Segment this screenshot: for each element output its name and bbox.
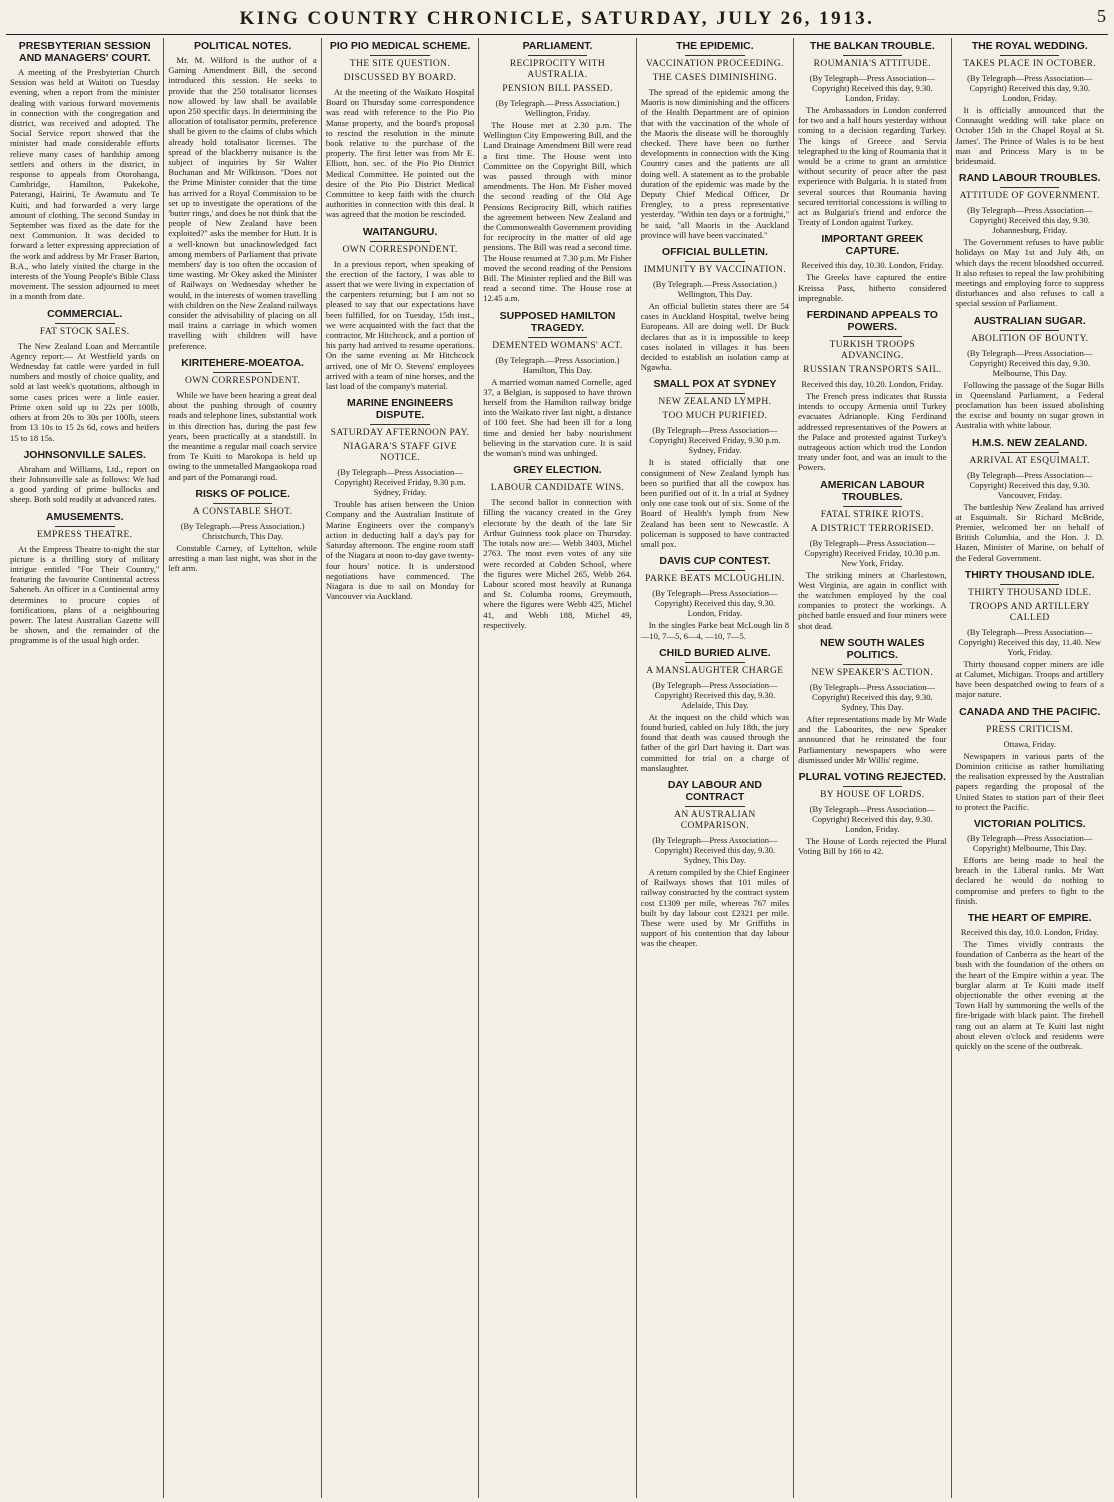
article-dateline: (By Telegraph—Press Association—Copyright) Received this day, 9.30. London, Friday. <box>652 588 778 619</box>
article <box>168 488 316 574</box>
article-subheadline: ABOLITION OF BOUNTY. <box>971 333 1089 344</box>
headline-rule <box>55 526 115 527</box>
article-headline: OFFICIAL BULLETIN. <box>661 246 768 259</box>
headline-rule <box>843 55 902 56</box>
article-headline: JOHNSONVILLE SALES. <box>23 448 146 461</box>
article <box>798 771 946 856</box>
article-headline: PARLIAMENT. <box>522 40 593 52</box>
article-body: It is officially announced that the Connaught wedding will take place on October 15th in the Chapel Royal at St. James'. The Prince of Wales is to be best man and Princess Mary is to be bridesmaid. <box>955 105 1104 167</box>
article-headline: AMUSEMENTS. <box>45 510 124 523</box>
article-headline: VICTORIAN POLITICS. <box>973 817 1086 830</box>
article <box>326 397 474 601</box>
article-body: Constable Carney, of Lyttelton, while arresting a man last night, was shot in the left arm. <box>168 542 317 574</box>
article-dateline: Received this day, 10.0. London, Friday. <box>960 926 1099 937</box>
article-subheadline: ARRIVAL AT ESQUIMALT. <box>969 455 1090 466</box>
article <box>956 40 1104 166</box>
article-dateline: (By Telegraph—Press Association—Copyright) Received this day, 9.30. Adelaide, This Day. <box>652 679 778 710</box>
article <box>798 637 946 765</box>
article-dateline: Received this day, 10.30. London, Friday. <box>801 260 944 271</box>
article-dateline: (By Telegraph—Press Association—Copyright) Received this day, 9.30. London, Friday. <box>809 803 935 834</box>
article-headline: CHILD BURIED ALIVE. <box>659 646 771 659</box>
article-headline: GREY ELECTION. <box>513 464 602 477</box>
article-headline: DAY LABOUR AND CONTRACT <box>667 778 762 803</box>
article-headline: PIO PIO MEDICAL SCHEME. <box>329 40 471 52</box>
article-headline: SMALL POX AT SYDNEY <box>653 378 777 391</box>
article-body: The Ambassadors in London conferred for two and a half hours yesterday without coming to a decision regarding Turkey. The kings of Greece and Servia telegraphed to the king of Roumania that it would be a crime to grant an armistice without security of peace after the past experience with Bulgaria. It is stated from several sources that Roumania having secured territorial concessions is willing to act as Bulgaria's friend and enforce the Treaty of London against Turkey. <box>798 105 947 228</box>
headline-rule <box>370 241 429 242</box>
article-headline: THE ROYAL WEDDING. <box>971 40 1088 52</box>
article-dateline: (By Telegraph—Press Association—Copyright) Received this day, 9.30. Sydney, This Day. <box>652 834 778 865</box>
article <box>326 226 474 392</box>
article-body: The second ballot in connection with filling the vacancy created in the Grey electorate by the death of the late Sir Arthur Guinness took place on Thursday. The totals now are:— Webb 3403, Michel 2763. The most even votes of any site were recorded at Cobden School, where the figures were Michel 265, Webb 264. Labour scored most heavily at Runanga and St. Columba rooms, Greymouth, where the figures were Webb 425, Michel 41, and Webb 188, Michel 49, respectively. <box>483 497 632 630</box>
article-headline: THE HEART OF EMPIRE. <box>967 911 1092 924</box>
article-headline: RAND LABOUR TROUBLES. <box>958 172 1101 185</box>
article-headline: THIRTY THOUSAND IDLE. <box>964 568 1095 581</box>
article-headline: THE BALKAN TROUBLE. <box>809 40 935 52</box>
article-body: The Greeks have captured the entire Kreissa Pass, hitherto considered impregnable. <box>798 272 947 303</box>
article-subheadline: SATURDAY AFTERNOON PAY. <box>330 428 470 439</box>
article-dateline: (By Telegraph—Press Association—Copyright) Received this day, 9.30. London, Friday. <box>809 73 935 103</box>
headline-rule <box>843 664 902 665</box>
article-dateline: (By Telegraph.—Press Association.) Hamilton, This Day. <box>495 354 620 375</box>
article-body: Trouble has arisen between the Union Company and the Australian Institute of Marine Engineers over the company's action in deducting half a day's pay for Saturday afternoon. The engine room staff of the Niagara at noon to-day gave twenty-four hours' notice. It is understood negotiations have commenced. The Niagara is due to sail on Monday for Vancouver via Auckland. <box>325 499 475 602</box>
headline-rule <box>1000 721 1059 722</box>
article-headline: MARINE ENGINEERS DISPUTE. <box>346 397 454 422</box>
article-dateline: (By Telegraph—Press Association—Copyright) Received this day, 9.30. Melbourne, This Day. <box>967 347 1093 378</box>
article-subheadline: A CONSTABLE SHOT. <box>192 506 293 517</box>
article-body: In the singles Parke beat McLough lin 8—10, 7—5, 6—4, —10, 7—5. <box>640 620 790 641</box>
column-7 <box>951 38 1108 1498</box>
column-6 <box>793 38 950 1498</box>
article-body: The House of Lords rejected the Plural Voting Bill by 166 to 42. <box>798 835 947 857</box>
article-dateline: (By Telegraph—Press Association—Copyright) Received this day, 9.30. Vancouver, Friday. <box>967 469 1093 500</box>
article-headline: CANADA AND THE PACIFIC. <box>959 705 1101 718</box>
headline-rule <box>685 55 744 56</box>
article-body: Abraham and Williams, Ltd., report on their Johnsonville sale as follows: We had a good yarding of prime bullocks and sheep. Both sold readily at advanced rates. <box>10 463 160 505</box>
article-subheadline: PRESS CRITICISM. <box>986 724 1074 735</box>
headline-rule <box>1000 55 1059 56</box>
headline-rule <box>528 337 587 338</box>
article-dateline: (By Telegraph.—Press Association.) Christchurch, This Day. <box>180 520 305 541</box>
article-subheadline: PARKE BEATS MCLOUGHLIN. <box>645 574 785 585</box>
article <box>798 309 946 473</box>
article <box>956 315 1104 431</box>
article-dateline: (By Telegraph.—Press Association.) Wellington, This Day. <box>652 279 777 300</box>
article-dateline: Ottawa, Friday. <box>1003 738 1057 749</box>
article-body: The Times vividly contrasts the foundation of Canberra as the heart of the bush with the foundation of the others on the heart of the Empire within a year. The burglar alarm at Te Kuiti made itself objectionable the other evening at the Town Hall by summoning the wells of the fire-brigade with black paint. The firebell rang out an alarm at Te Kuiti last night about eleven o'clock and residents were quickly on the scene of the outbreak. <box>955 938 1104 1051</box>
article-dateline: Received this day, 10.20. London, Friday. <box>801 379 944 390</box>
article-headline: IMPORTANT GREEK CAPTURE. <box>821 233 924 258</box>
article <box>956 706 1104 812</box>
article-subheadline: TURKISH TROOPS ADVANCING. <box>829 340 916 362</box>
article-subheadline: OWN CORRESPONDENT. <box>342 244 458 255</box>
headline-rule <box>685 662 744 663</box>
article-body: The House met at 2.30 p.m. The Wellington City Empowering Bill, and the Land Drainage Amendment Bill were read a first time. The House went into Committee on the Copyright Bill, which was passed through with minor amendments. The Hon. Mr Fisher moved the second reading of the Old Age Pensions Reciprocity Bill, which ratifies the agreement between New Zealand and the Commonwealth Government providing for reciprocity in the matter of old age pensions. The Bill was read a second time. The House resumed at 7.30 p.m. Mr Fisher moved the second reading of the Pensions Bill. The Minister replied and the Bill was read a second time. The House rose at 12.45 a.m. <box>483 120 632 304</box>
article <box>483 464 631 630</box>
article-dateline: (By Telegraph—Press Association—Copyright) Received this day, 9.30. London, Friday. <box>967 73 1093 103</box>
column-container <box>6 38 1108 1498</box>
headline-rule <box>685 806 744 807</box>
article <box>10 511 159 646</box>
article <box>956 172 1104 308</box>
article <box>798 40 946 227</box>
headline-rule <box>213 503 272 504</box>
article-subheadline-secondary: TOO MUCH PURIFIED. <box>662 411 768 422</box>
headline-rule <box>213 372 272 373</box>
article-body: After representations made by Mr Wade and the Labourites, the new Speaker announced that he reinstated the four Parliamentary newspapers who were dismissed under Mr Willis' regime. <box>798 713 947 765</box>
article-body: The French press indicates that Russia intends to occupy Armenia until Turkey evacuates Adrianople. King Ferdinand addressed representatives of the Powers at the Palace and protested against Turkey's outrageous action which trod the London treaty under foot, and was an insult to the Powers. <box>798 391 947 473</box>
column-2 <box>163 38 320 1498</box>
article <box>641 647 789 773</box>
column-1 <box>6 38 163 1498</box>
article-subheadline-secondary: DISCUSSED BY BOARD. <box>343 73 457 83</box>
article-headline: KIRITEHERE-MOEATOA. <box>181 356 304 369</box>
article-body: A return compiled by the Chief Engineer of Railways shows that 101 miles of railway constructed by the contract system cost £1309 per mile, whereas 767 miles built by day labour cost £2321 per mile. These were used by Mr Griffiths in support of his contention that day labour was the cheaper. <box>640 866 790 949</box>
article-subheadline: TAKES PLACE IN OCTOBER. <box>963 59 1097 69</box>
article <box>168 40 316 351</box>
article-dateline: (By Telegraph.—Press Association.) Wellington, Friday. <box>495 98 620 118</box>
article-headline: WAITANGURU. <box>362 225 438 238</box>
article <box>641 779 789 949</box>
article-headline: THE EPIDEMIC. <box>676 40 754 52</box>
article-subheadline-secondary: THE CASES DIMINISHING. <box>652 73 778 83</box>
article-subheadline: FAT STOCK SALES. <box>39 326 130 337</box>
article-body: Newspapers in various parts of the Dominion criticise as rather humiliating the realisation expressed by the Australian papers regarding the proposal of the United States to station part of their fleet to protect the Pacific. <box>955 750 1104 812</box>
headline-rule <box>528 55 587 56</box>
page-number: 5 <box>1097 6 1106 26</box>
article-headline: AMERICAN LABOUR TROUBLES. <box>820 478 925 503</box>
article-subheadline-secondary: NIAGARA'S STAFF GIVE NOTICE. <box>343 442 458 464</box>
headline-rule <box>843 506 902 507</box>
headline-rule <box>528 479 587 480</box>
article-body: A meeting of the Presbyterian Church Session was held at Waitoti on Tuesday evening, when a report from the minister dealing with various forward movements in connection with the congregation and district, was received and adopted. The Social Service report showed that the minister had made considerable efforts relieve many cases of hardship among settlers and others in the district, in response to appeals from Otorohanga, Cambridge, Hamilton, Pukekohe, Paterangi, Hairini, Te Awamutu and Te Kuiti, and had forwarded a very large amount of clothing. The second Sunday in September was fixed as the date for the next Communion. It was decided to forward a letter expressing appreciation of the work and address by Mr Fraser Barton, B.A., who lately visited the charge in the interests of the Young People's Bible Class movement. The session adjourned to meet in a month from date. <box>10 67 160 302</box>
article-subheadline: RECIPROCITY WITH AUSTRALIA. <box>509 59 606 80</box>
article-body: The Government refuses to have public holidays on May 1st and July 4th, on which days the recent bloodshed occurred. It also refuses to repeal the law prohibiting meetings and employing force to suppress disturbances and also refuses to call a special session of Parliament. <box>955 237 1104 309</box>
column-4 <box>478 38 635 1498</box>
article-headline: H.M.S. NEW ZEALAND. <box>971 436 1088 449</box>
article-dateline: (By Telegraph—Press Association—Copyright) Received this day, 9.30. Sydney, This Day. <box>809 681 935 712</box>
article-headline: RISKS OF POLICE. <box>195 487 290 500</box>
newspaper-title: KING COUNTRY CHRONICLE, SATURDAY, JULY 26, 1913. <box>239 8 875 29</box>
article-subheadline: EMPRESS THEATRE. <box>36 529 133 540</box>
article-body: At the inquest on the child which was found buried, cabled on July 18th, the jury found that death was caused through the father of the girl Dart having it. Dart was committed for trial on a charge of manslaughter. <box>640 711 790 773</box>
article-subheadline: DEMENTED WOMANS' ACT. <box>492 340 623 351</box>
article-dateline: (By Telegraph—Press Association—Copyright) Received Friday, 9.30 p.m. Sydney, Friday. <box>649 425 781 456</box>
article-headline: SUPPOSED HAMILTON TRAGEDY. <box>499 309 616 334</box>
headline-rule <box>685 570 744 571</box>
article-headline: AUSTRALIAN SUGAR. <box>973 314 1086 327</box>
column-3 <box>321 38 478 1498</box>
article <box>483 310 631 459</box>
column-5 <box>636 38 793 1498</box>
article-subheadline: THIRTY THOUSAND IDLE. <box>968 587 1092 598</box>
article-headline: PLURAL VOTING REJECTED. <box>798 770 947 783</box>
article-body: A married woman named Cornelle, aged 37, a Belgian, is supposed to have thrown herself from the Hamilton railway bridge into the Waikato river last night, a distance of 100 feet. She had been ill for a long time and denied her baby nourishment believing in the starvation cure. It is said the woman's mind was unhinged. <box>483 376 632 459</box>
article-body: At the Empress Theatre to-night the star picture is a thrilling story of military intrigue entitled "For Their Country," featuring the favourite Continental actress Saheneh. An officer in a Continental army determines to procure copies of fortifications, plans of a neighbouring power. The latest Australian Gazette will be shown, and the remainder of the programme is of the usual high order. <box>10 543 160 646</box>
article-subheadline: ATTITUDE OF GOVERNMENT. <box>959 191 1100 202</box>
article-subheadline: FATAL STRIKE RIOTS. <box>820 509 924 520</box>
article-headline: COMMERCIAL. <box>47 307 123 320</box>
headline-rule <box>1000 187 1059 188</box>
article-headline: POLITICAL NOTES. <box>194 40 292 52</box>
masthead <box>6 4 1108 35</box>
article-body: In a previous report, when speaking of the erection of the factory, I was able to assert that we were living in expectation of the carpenters returning; but I am not so pleased to say that our expectations have been fulfilled, for on Tuesday, 15th inst., we were acquainted with the fact that the contractor, Mr Hitchcock, and a portion of his party had arrived to resume operations. On the same evening as Mr Hitchcock arrived, one of Mr O. Stevens' employees arrived with a team of nine horses, and the last load of the company's material. <box>325 258 475 392</box>
article-subheadline: BY HOUSE OF LORDS. <box>820 789 925 800</box>
article-subheadline: NEW SPEAKER'S ACTION. <box>811 667 934 678</box>
article <box>10 40 159 302</box>
article <box>956 818 1104 906</box>
article-subheadline: IMMUNITY BY VACCINATION. <box>643 265 787 276</box>
article <box>641 378 789 549</box>
article-body: Thirty thousand copper miners are idle at Calumet, Michigan. Troops and artillery have been despatched owing to fears of a major nature. <box>955 658 1104 700</box>
article-dateline: (By Telegraph—Press Association—Copyright) Melbourne, This Day. <box>967 832 1093 853</box>
headline-rule <box>843 786 902 787</box>
article-dateline: (By Telegraph—Press Association—Copyright) Received this day, 9.30. Johannesburg, Friday. <box>967 205 1093 236</box>
article-body: While we have been hearing a great deal about the pushing through of country roads and telephone lines, substantial work in this direction has, during the past few years, been practically at a standstill. In the meantime a regular mail coach service from Te Kuiti to Marokopa is held up owing to the unmetalled Mangaokopa road and part of the Pomarangi road. <box>168 389 317 482</box>
headline-rule <box>843 336 902 337</box>
headline-rule <box>685 261 744 262</box>
article-body: It is stated officially that one consignment of New Zealand lymph has been so purified that all the cowpox has been purified out of it. In a trial at Sydney only one case took out of six. Some of the Board of Health's lymph from New Zealand has been sent to Newcastle. A policeman is supposed to have contracted small pox. <box>640 457 790 550</box>
article <box>326 40 474 220</box>
article-body: The battleship New Zealand has arrived at Esquimalt. Sir Richard McBride, Premier, welcomed her on behalf of British Columbia, and the Hon. J. D. Hazen, Minister of Marine, on behalf of the Federal Government. <box>955 501 1104 563</box>
article-headline: NEW SOUTH WALES POLITICS. <box>820 636 925 661</box>
article <box>168 357 316 482</box>
article-body: The spread of the epidemic among the Maoris is now diminishing and the officers of the Health Department are of opinion that with the vaccination of the whole of the Maoris the disease will be thoroughly checked. There have been no further developments in connection with the King Country cases and the patients are all doing well. A statement as to the probable duration of the epidemic was made by the Deputy Chief Medical Officer, Dr Frengley, to a press representative yesterday. "Within ten days or a fortnight," he said, "all Maoris in the Auckland province will have been vaccinated." <box>640 87 790 240</box>
article-body: Efforts are being made to heal the breach in the Liberal ranks. Mr Watt declared he would do nothing to compromise and prefers to fight to the finish. <box>955 854 1104 906</box>
article-subheadline-secondary: A DISTRICT TERRORISED. <box>810 523 934 534</box>
headline-rule <box>1000 330 1059 331</box>
article-body: Mr. M. Wilford is the author of a Gaming Amendment Bill, the second introduced this session. He seeks to provide that the 250 totalisator licenses now allowed by law shall be available upon 250 specific days. In determining the allocation of totalisator permits, preference shall be given to the claims of clubs which already hold totalisator licenses. The spread of the blackberry nuisance is the subject of inquiries by Sir Walter Buchanan and Mr Wilkinson. "Does not the Prime Minister consider that the time has arrived for a Royal Commission to be set up to investigate the operations of the 'butter rings,' and does he not think that the people of New Zealand have been exploited?" asks the member for Hutt. It is a well-known but unacknowledged fact among members of Parliament that private members' day is too often the occasion of time wasting. Mr Okey asked the Minister of Railways on Wednesday whether he would, in the interests of women travelling with children on the New Zealand railways consider the advisability of placing on all mail trains a carriage in which women travelling with children will have preference. <box>168 55 317 351</box>
article-subheadline: ROUMANIA'S ATTITUDE. <box>813 59 932 69</box>
article <box>956 569 1104 700</box>
article-body: The striking miners at Charlestown, West Virginia, are again in conflict with the watchmen employed by the coal companies to protect the workings. A pitched battle ensued and four miners were shot dead. <box>798 569 947 631</box>
article <box>956 437 1104 563</box>
article-subheadline: VACCINATION PROCEEDING. <box>645 59 784 69</box>
headline-rule <box>1000 452 1059 453</box>
article-headline: DAVIS CUP CONTEST. <box>659 555 771 568</box>
article-headline: FERDINAND APPEALS TO POWERS. <box>806 309 938 334</box>
article-body: At the meeting of the Waikato Hospital Board on Thursday some correspondence was read with reference to the Pio Pio Manse property, and the board's proposal to rescind the resolution in the minute book relative to the purchase of the property. The first letter was from Mr E. Elliott, hon. sec. of the Pio Pio District Medical Committee. He pointed out the desire of the Pio Pio District Medical Committee to keep faith with the church authorities in connection with this deal. It was agreed that the motion be rescinded. <box>325 87 475 220</box>
article-body: The New Zealand Loan and Mercantile Agency report:— At Westfield yards on Wednesday fat cattle were yarded in full numbers and mostly of choice quality, and sold at last week's quotations, although in some cases prices were a little easier. Prime oxen sold up to 22s per 100lb, others at from 20s to 30s per 100lb, steers from 13 10s to 15 2s 6d, cows and heifers 15 to 18 15s. <box>10 340 160 443</box>
article-subheadline-secondary: RUSSIAN TRANSPORTS SAIL. <box>803 365 942 376</box>
headline-rule <box>1000 584 1059 585</box>
article <box>798 479 946 631</box>
article-subheadline-secondary: TROOPS AND ARTILLERY CALLED <box>969 601 1090 623</box>
article-body: An official bulletin states there are 54 cases in Auckland Hospital, twelve being Europeans. All are doing well. Dr Buck declares that as it is impossible to keep cases isolated in villages it has been decided to establish an isolation camp at Ngawha. <box>640 301 790 373</box>
article-subheadline: A MANSLAUGHTER CHARGE <box>646 665 784 676</box>
article-body: Following the passage of the Sugar Bills in Queensland Parliament, a Federal proclamation has been issued abolishing the excise and bounty on sugar grown in Australia with white labour. <box>955 379 1104 431</box>
headline-rule <box>685 393 744 394</box>
article-subheadline-secondary: PENSION BILL PASSED. <box>502 84 613 94</box>
article <box>641 246 789 372</box>
article-subheadline: THE SITE QUESTION. <box>349 59 451 69</box>
article <box>641 40 789 240</box>
article <box>956 912 1104 1051</box>
article <box>798 233 946 303</box>
headline-rule <box>370 55 429 56</box>
article-dateline: (By Telegraph—Press Association—Copyright) Received Friday, 10.30 p.m. New York, Friday. <box>804 537 941 568</box>
article <box>641 555 789 640</box>
article-subheadline: NEW ZEALAND LYMPH. <box>658 397 772 408</box>
article-dateline: (By Telegraph—Press Association—Copyright) Received this day, 11.40. New York, Friday. <box>958 626 1102 657</box>
headline-rule <box>55 323 115 324</box>
article-headline: PRESBYTERIAN SESSION AND MANAGERS' COURT. <box>18 40 151 64</box>
article-dateline: (By Telegraph—Press Association—Copyright) Received Friday, 9.30 p.m. Sydney, Friday. <box>334 467 466 498</box>
article-subheadline: AN AUSTRALIAN COMPARISON. <box>674 809 756 831</box>
article-subheadline: LABOUR CANDIDATE WINS. <box>490 483 625 494</box>
article <box>10 308 159 443</box>
article <box>10 449 159 505</box>
headline-rule <box>370 424 429 425</box>
article <box>483 40 631 304</box>
article-subheadline: OWN CORRESPONDENT. <box>185 375 301 386</box>
